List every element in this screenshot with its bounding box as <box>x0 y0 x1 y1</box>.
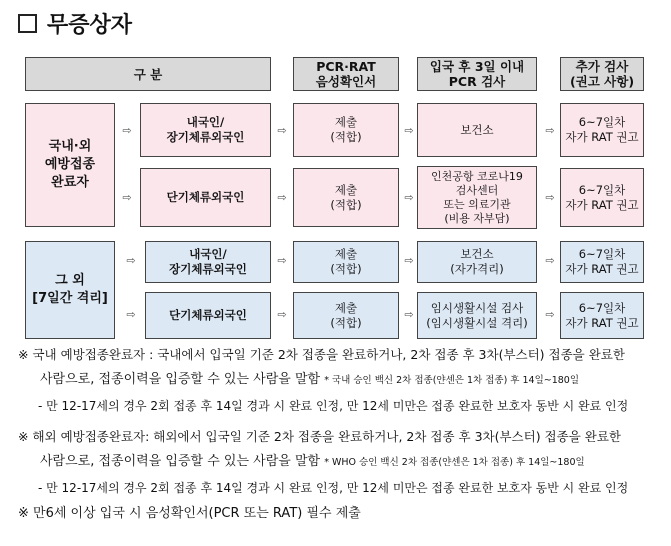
arrow-icon: ⇨ <box>404 308 414 321</box>
arrow-icon: ⇨ <box>126 254 136 267</box>
arrow-icon: ⇨ <box>277 124 287 137</box>
row-pcr: 보건소 <box>417 103 537 157</box>
header-cert: PCR·RAT 음성확인서 <box>293 57 399 91</box>
group-vaccinated-label: 국내·외 예방접종 완료자 <box>25 103 115 227</box>
row-type: 내국인/ 장기체류외국인 <box>145 241 271 283</box>
note-domestic: ※ 국내 예방접종완료자 : 국내에서 입국일 기준 2차 접종을 완료하거나, 2차 접종 후 3차(부스터) 접종을 완료한 <box>18 347 625 362</box>
header-extra: 추가 검사 (권고 사항) <box>560 57 644 91</box>
arrow-icon: ⇨ <box>277 254 287 267</box>
arrow-icon: ⇨ <box>545 191 555 204</box>
row-pcr: 임시생활시설 검사 (임시생활시설 격리) <box>417 292 537 339</box>
note-text: 사람으로, 접종이력을 입증할 수 있는 사람을 말함 <box>40 372 321 387</box>
arrow-icon: ⇨ <box>545 308 555 321</box>
arrow-icon: ⇨ <box>545 124 555 137</box>
row-cert: 제출 (적합) <box>293 103 399 157</box>
page-title <box>18 8 132 39</box>
row-extra: 6~7일차 자가 RAT 권고 <box>560 168 644 227</box>
title-text: 무증상자 <box>47 13 133 38</box>
note-domestic-cont <box>40 371 579 390</box>
arrow-icon: ⇨ <box>545 254 555 267</box>
note-small: * 국내 승인 백신 2차 접종(얀센은 1차 접종) 후 14일~180일 <box>324 375 580 386</box>
note-text: 사람으로, 접종이력을 입증할 수 있는 사람을 말함 <box>40 454 321 469</box>
arrow-icon: ⇨ <box>277 308 287 321</box>
row-pcr: 보건소 (자가격리) <box>417 241 537 283</box>
row-cert: 제출 (적합) <box>293 241 399 283</box>
arrow-icon: ⇨ <box>404 191 414 204</box>
arrow-icon: ⇨ <box>404 254 414 267</box>
row-cert: 제출 (적합) <box>293 292 399 339</box>
note-domestic-age: - 만 12-17세의 경우 2회 접종 후 14일 경과 시 완료 인정, 만 12세 미만은 접종 완료한 보호자 동반 시 완료 인정 <box>38 399 629 413</box>
row-extra: 6~7일차 자가 RAT 권고 <box>560 103 644 157</box>
note-small: * WHO 승인 백신 2차 접종(얀센은 1차 접종) 후 14일~180일 <box>324 457 585 468</box>
note-age6: ※ 만6세 이상 입국 시 음성확인서(PCR 또는 RAT) 필수 제출 <box>18 506 361 521</box>
header-category: 구 분 <box>25 57 271 91</box>
row-type: 내국인/ 장기체류외국인 <box>140 103 271 157</box>
arrow-icon: ⇨ <box>404 124 414 137</box>
header-pcr: 입국 후 3일 이내 PCR 검사 <box>417 57 537 91</box>
note-overseas: ※ 해외 예방접종완료자: 해외에서 입국일 기준 2차 접종을 완료하거나, 2차 접종 후 3차(부스터) 접종을 완료한 <box>18 429 621 444</box>
arrow-icon: ⇨ <box>122 124 132 137</box>
row-pcr: 인천공항 코로나19 검사센터 또는 의료기관 (비용 자부담) <box>417 166 537 229</box>
row-extra: 6~7일차 자가 RAT 권고 <box>560 241 644 283</box>
row-extra: 6~7일차 자가 RAT 권고 <box>560 292 644 339</box>
row-type: 단기체류외국인 <box>145 292 271 339</box>
row-type: 단기체류외국인 <box>140 168 271 227</box>
group-other-label: 그 외 [7일간 격리] <box>25 241 115 339</box>
arrow-icon: ⇨ <box>277 191 287 204</box>
arrow-icon: ⇨ <box>122 191 132 204</box>
row-cert: 제출 (적합) <box>293 168 399 227</box>
checkbox-icon <box>18 14 37 33</box>
note-overseas-age: - 만 12-17세의 경우 2회 접종 후 14일 경과 시 완료 인정, 만 12세 미만은 접종 완료한 보호자 동반 시 완료 인정 <box>38 481 629 495</box>
arrow-icon: ⇨ <box>126 308 136 321</box>
note-overseas-cont <box>40 453 585 472</box>
